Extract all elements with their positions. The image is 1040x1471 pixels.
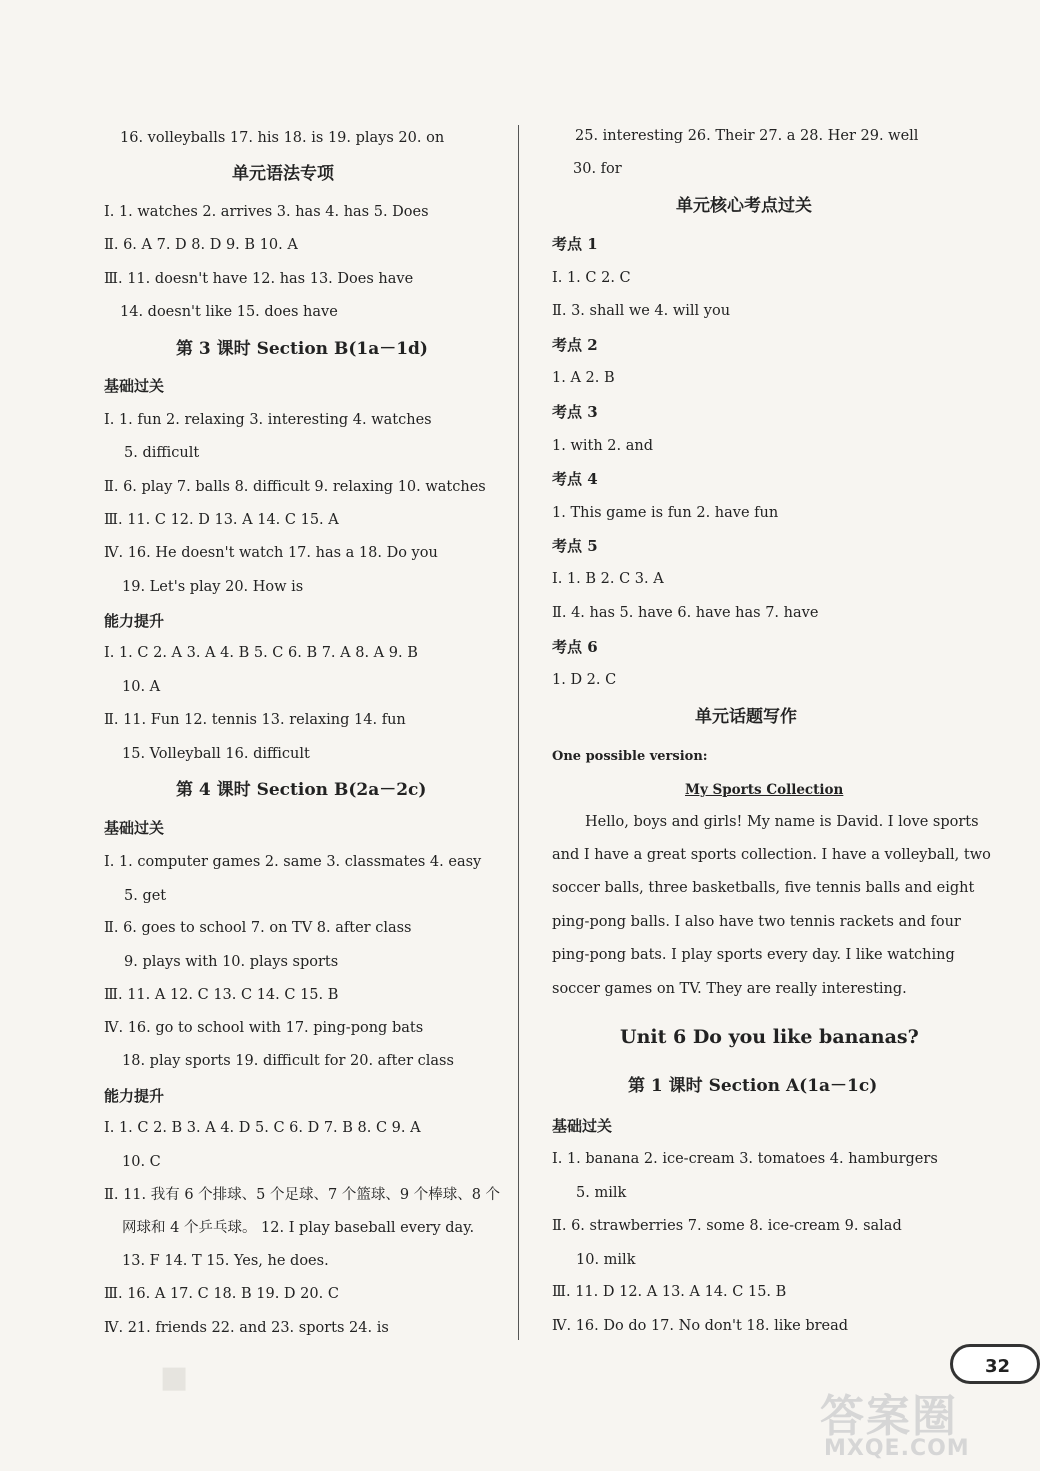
right-answer-line: One possible version:	[552, 749, 708, 764]
left-section-heading: 第 3 课时 Section B(1a－1d)	[176, 339, 428, 359]
right-subheading: 考点 6	[552, 638, 598, 656]
right-answer-line: Ⅲ. 11. D 12. A 13. A 14. C 15. B	[552, 1284, 787, 1300]
right-section-heading: 单元核心考点过关	[676, 196, 812, 216]
right-column	[530, 0, 1000, 1471]
right-essay-line: ping-pong bats. I play sports every day. I like watching	[552, 947, 955, 963]
left-section-heading: 单元语法专项	[232, 164, 334, 184]
watermark	[820, 1380, 1000, 1470]
left-answer-line: Ⅱ. 11. 我有 6 个排球、5 个足球、7 个篮球、9 个棒球、8 个	[104, 1187, 501, 1203]
left-answer-line: 5. difficult	[124, 445, 200, 461]
left-answer-line: 10. A	[122, 679, 161, 695]
right-essay-line: ping-pong balls. I also have two tennis rackets and four	[552, 914, 961, 930]
right-answer-line: Ⅰ. 1. C 2. C	[552, 270, 631, 286]
left-answer-line: Ⅳ. 21. friends 22. and 23. sports 24. is	[104, 1320, 389, 1336]
right-section-heading: 单元话题写作	[695, 707, 797, 727]
right-answer-line: Ⅱ. 3. shall we 4. will you	[552, 303, 731, 319]
right-answer-line: Ⅳ. 16. Do do 17. No don't 18. like bread	[552, 1318, 849, 1334]
left-subheading: 能力提升	[104, 612, 165, 630]
right-subheading: 考点 5	[552, 537, 598, 555]
right-answer-line: 1. with 2. and	[552, 438, 653, 454]
left-answer-line: Ⅲ. 11. C 12. D 13. A 14. C 15. A	[104, 512, 339, 528]
left-answer-line: 19. Let's play 20. How is	[122, 579, 304, 595]
left-answer-line: 16. volleyballs 17. his 18. is 19. plays 20. on	[120, 130, 445, 146]
right-essay-line: and I have a great sports collection. I have a volleyball, two	[552, 847, 991, 863]
right-unit-title: Unit 6 Do you like bananas?	[620, 1026, 919, 1048]
left-subheading: 基础过关	[104, 819, 165, 837]
right-answer-line: Ⅰ. 1. B 2. C 3. A	[552, 571, 664, 587]
left-subheading: 基础过关	[104, 377, 165, 395]
left-answer-line: Ⅰ. 1. C 2. A 3. A 4. B 5. C 6. B 7. A 8. A 9. B	[104, 645, 418, 661]
page-number: 32	[985, 1356, 1011, 1377]
right-subheading: 基础过关	[552, 1117, 613, 1135]
left-answer-line: 13. F 14. T 15. Yes, he does.	[122, 1253, 329, 1269]
column-divider	[518, 125, 519, 1340]
left-answer-line: Ⅲ. 11. doesn't have 12. has 13. Does have	[104, 271, 414, 287]
right-answer-line: 1. D 2. C	[552, 672, 617, 688]
left-answer-line: Ⅰ. 1. C 2. B 3. A 4. D 5. C 6. D 7. B 8. C 9. A	[104, 1120, 421, 1136]
left-subheading: 能力提升	[104, 1087, 165, 1105]
right-answer-line: 30. for	[573, 161, 622, 177]
left-answer-line: 14. doesn't like 15. does have	[120, 304, 338, 320]
left-section-heading: 第 4 课时 Section B(2a－2c)	[176, 780, 427, 800]
right-answer-line: 1. This game is fun 2. have fun	[552, 505, 779, 521]
left-answer-line: Ⅱ. 6. A 7. D 8. D 9. B 10. A	[104, 237, 298, 253]
left-answer-line: 9. plays with 10. plays sports	[124, 954, 339, 970]
left-answer-line: Ⅳ. 16. He doesn't watch 17. has a 18. Do you	[104, 545, 438, 561]
right-answer-line: Ⅱ. 4. has 5. have 6. have has 7. have	[552, 605, 819, 621]
faint-stamp: ■	[160, 1360, 189, 1395]
right-answer-line: 5. milk	[576, 1185, 627, 1201]
right-answer-line: 1. A 2. B	[552, 370, 615, 386]
page-number-badge	[950, 1344, 1040, 1384]
left-answer-line: 18. play sports 19. difficult for 20. after class	[122, 1053, 454, 1069]
left-answer-line: 10. C	[122, 1154, 161, 1170]
left-answer-line: Ⅰ. 1. watches 2. arrives 3. has 4. has 5. Does	[104, 204, 429, 220]
left-answer-line: Ⅲ. 11. A 12. C 13. C 14. C 15. B	[104, 987, 339, 1003]
left-column	[0, 0, 515, 1471]
right-essay-title: My Sports Collection	[685, 782, 844, 798]
left-answer-line: 15. Volleyball 16. difficult	[122, 746, 310, 762]
left-answer-line: Ⅱ. 6. play 7. balls 8. difficult 9. relaxing 10. watches	[104, 479, 486, 495]
left-answer-line: Ⅰ. 1. computer games 2. same 3. classmates 4. easy	[104, 854, 482, 870]
left-answer-line: 5. get	[124, 888, 167, 904]
right-section-heading: 第 1 课时 Section A(1a－1c)	[628, 1076, 878, 1096]
left-answer-line: Ⅲ. 16. A 17. C 18. B 19. D 20. C	[104, 1286, 339, 1302]
left-answer-line: Ⅰ. 1. fun 2. relaxing 3. interesting 4. watches	[104, 412, 432, 428]
right-answer-line: Ⅰ. 1. banana 2. ice-cream 3. tomatoes 4. hamburgers	[552, 1151, 938, 1167]
watermark-url: MXQE.COM	[824, 1436, 970, 1461]
right-subheading: 考点 3	[552, 403, 598, 421]
left-answer-line: 网球和 4 个乒乓球。 12. I play baseball every day.	[122, 1220, 475, 1236]
right-essay-line: Hello, boys and girls! My name is David. I love sports	[585, 814, 979, 830]
right-subheading: 考点 1	[552, 235, 598, 253]
left-answer-line: Ⅱ. 11. Fun 12. tennis 13. relaxing 14. fun	[104, 712, 406, 728]
left-answer-line: Ⅱ. 6. goes to school 7. on TV 8. after class	[104, 920, 412, 936]
right-answer-line: 10. milk	[576, 1252, 636, 1268]
watermark-logo-text: 答案圈	[820, 1391, 958, 1442]
right-essay-line: soccer games on TV. They are really interesting.	[552, 981, 907, 997]
right-essay-line: soccer balls, three basketballs, five tennis balls and eight	[552, 880, 975, 896]
right-subheading: 考点 4	[552, 470, 598, 488]
right-subheading: 考点 2	[552, 336, 598, 354]
right-answer-line: Ⅱ. 6. strawberries 7. some 8. ice-cream 9. salad	[552, 1218, 902, 1234]
right-answer-line: 25. interesting 26. Their 27. a 28. Her 29. well	[575, 128, 919, 144]
left-answer-line: Ⅳ. 16. go to school with 17. ping-pong bats	[104, 1020, 424, 1036]
